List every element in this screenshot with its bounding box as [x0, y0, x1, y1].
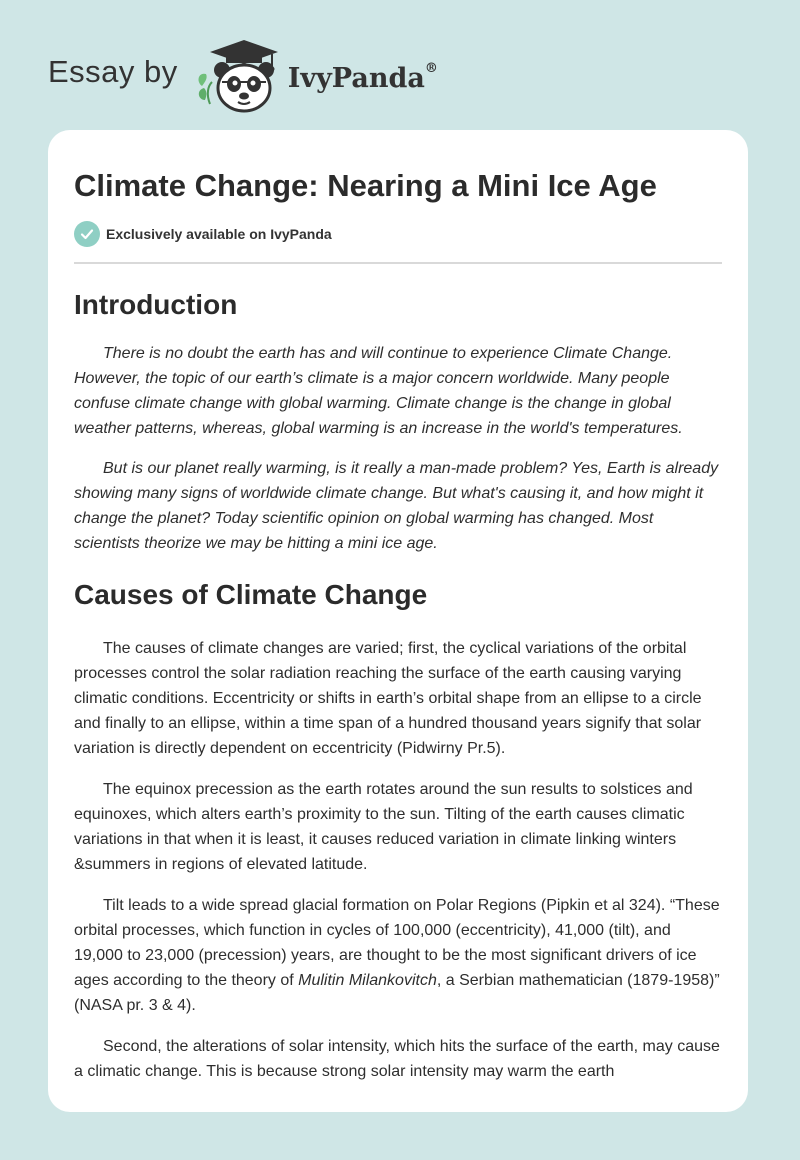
intro-paragraph-1: There is no doubt the earth has and will continue to experience Climate Change. However, the topic of our earth’s climate is a major concern worldwide. Many people confuse climate change with global warming. Climate change is the change in global weather patterns, whereas, global warming is an increase in the world's temperatures.: [74, 345, 683, 437]
causes-paragraph-4: Second, the alterations of solar intensity, which hits the surface of the earth, may cause a climatic change. This is because strong solar intensity may warm the earth: [74, 1038, 720, 1080]
section-causes: [74, 636, 722, 1084]
causes-paragraph-1: The causes of climate changes are varied; first, the cyclical variations of the orbital processes control the solar radiation reaching the surface of the earth causing varying climatic conditions. Eccentricity or shifts in earth’s orbital shape from an ellipse to a circle and finally to an ellipse, within a time span of a hundred thousand years signify that solar variation is directly dependent on eccentricity (Pidwirny Pr.5).: [74, 640, 702, 757]
exclusive-notice: [74, 221, 722, 264]
registered-mark: ®: [424, 60, 438, 76]
exclusive-label: Exclusively available on IvyPanda: [106, 226, 332, 242]
site-header: [48, 36, 438, 116]
emphasis-milankovitch: Mulitin Milankovitch: [298, 972, 437, 989]
essay-title: Climate Change: Nearing a Mini Ice Age: [74, 168, 657, 203]
panda-logo-icon[interactable]: [192, 38, 284, 114]
intro-paragraph-2: But is our planet really warming, is it really a man-made problem? Yes, Earth is already showing many signs of worldwide climate change. But what's causing it, and how might it change the planet? Today scientific opinion on global warming has changed. Most scientists theorize we may be hitting a mini ice age.: [74, 460, 719, 552]
section-heading-introduction: Introduction: [74, 289, 238, 320]
section-introduction: [74, 341, 722, 556]
causes-paragraph-2: The equinox precession as the earth rotates around the sun results to solstices and equinoxes, which alters earth’s proximity to the sun. Tilting of the earth causes climatic variations in that when it is least, it causes reduced variation in climate linking winters &summers in regions of elevated latitude.: [74, 781, 693, 873]
check-icon: [74, 221, 100, 247]
essay-card: [48, 130, 748, 1112]
causes-paragraph-3: Tilt leads to a wide spread glacial formation on Polar Regions (Pipkin et al 324). “These orbital processes, which function in cycles of 100,000 (eccentricity), 41,000 (tilt), and 19,000 to 23,000 (precession) years, are thought to be the most significant drivers of ice ages according to the theory of Mulitin Milankovitch, a Serbian mathematician (1879-1958)” (NASA pr. 3 & 4).: [74, 897, 720, 1014]
section-heading-causes: Causes of Climate Change: [74, 579, 428, 610]
brand-name[interactable]: IvyPanda®: [287, 60, 438, 94]
brand-prefix: Essay by: [48, 54, 178, 89]
